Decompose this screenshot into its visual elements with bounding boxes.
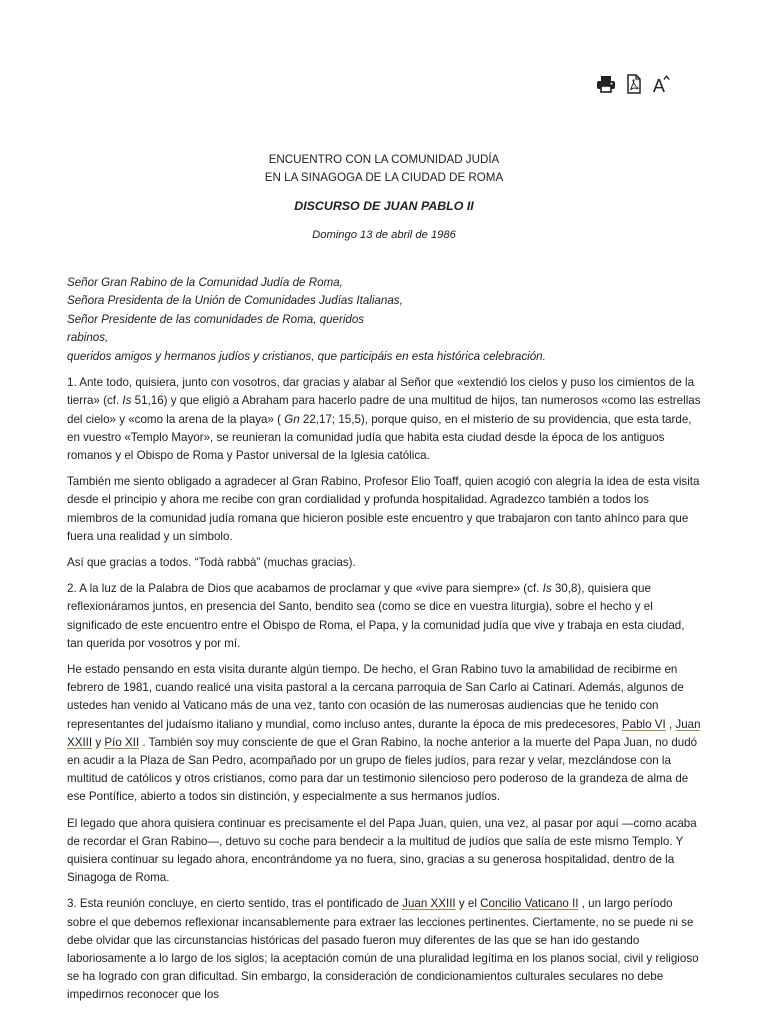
heading-line-2: EN LA SINAGOGA DE LA CIUDAD DE ROMA xyxy=(264,171,504,185)
paragraph-text: He estado pensando en esta visita durante algún tiempo. De hecho, el Gran Rabino tuvo la amabilidad de recibirme en febrero de 1981, cuando realicé una visita pastoral a la cercana parroquia de San Carlo ai Catinari. Además, algunos de ustedes han venido al Vaticano más de una vez, tanto con ocasión de las numerosas audiencias que he tenido con representantes del judaísmo italiano y mundial, como incluso antes, durante la época de mis predecesores, xyxy=(67,662,684,731)
link-pio-xii[interactable]: Pío XII xyxy=(104,735,140,749)
separator: y xyxy=(92,735,105,749)
document-body xyxy=(67,151,701,1005)
paragraph-2: También me siento obligado a agradecer al Gran Rabino, Profesor Elio Toaff, quien acogió con alegría la idea de esta visita desde el principio y ahora me recibe con gran cordialidad y profunda hospitalidad. Agradezco también a todos los miembros de la comunidad judía romana que hicieron posible este encuentro y que trabajaron con tanto ahínco para que fuera una realidad y un símbolo. xyxy=(67,475,700,543)
salutation-line: rabinos, xyxy=(67,331,109,345)
paragraph-text: . También soy muy consciente de que el Gran Rabino, la noche anterior a la muerte del Papa Juan, no dudó en acudir a la Plaza de San Pedro, acompañado por un grupo de fieles judíos, para rezar y velar, mezclándose con la multitud de católicos y otros cristianos, como para dar un testimonio silencioso pero poderoso de la grandeza de alma de ese Pontífice, abierto a todos sin distinción, y especialmente a sus hermanos judíos. xyxy=(67,735,698,804)
salutation-line: Señor Gran Rabino de la Comunidad Judía de Roma, xyxy=(67,275,343,289)
salutation xyxy=(67,274,701,367)
printer-icon[interactable] xyxy=(596,72,616,96)
salutation-line: queridos amigos y hermanos judíos y cristianos, que participáis en esta histórica celebración. xyxy=(67,349,546,363)
paragraph-text: , un largo período sobre el que debemos reflexionar incansablemente para extraer las lecciones pertinentes. Ciertamente, no se puede ni se debe olvidar que las circunstancias históricas del pasado fueron muy diferentes de las que se han ido gestando laboriosamente a lo largo de los siglos; la aceptación común de una pluralidad legítima en los planos social, civil y religioso se ha logrado con gran dificultad. Sin embargo, la consideración de condicionamientos culturales seculares no debe impedirnos reconocer que los xyxy=(67,897,699,1002)
link-pablo-vi[interactable]: Pablo VI xyxy=(621,717,666,731)
link-juan-xxiii[interactable]: Juan XXIII xyxy=(67,717,701,749)
font-size-glyph: A xyxy=(652,76,666,95)
link-juan-xxiii[interactable]: Juan XXIII xyxy=(402,897,456,911)
paragraph-text: 30,8), quisiera que reflexionáramos juntos, en presencia del Santo, bendito sea (como se dice en vuestra liturgia), sobre el hecho y el significado de este encuentro entre el Obispo de Roma, el Papa, y la comunidad judía que vive y trabaja en esta ciudad, tan querida por vosotros y por mí. xyxy=(67,582,685,650)
document-toolbar xyxy=(596,72,672,96)
paragraph-7 xyxy=(67,895,701,1004)
heading-line-1: ENCUENTRO CON LA COMUNIDAD JUDÍA xyxy=(268,153,500,166)
paragraph-6: El legado que ahora quisiera continuar es precisamente el del Papa Juan, quien, una vez, al pasar por aquí —como acaba de recordar el Gran Rabino—, detuvo su coche para bendecir a la multitud de judíos que salía de este mismo Templo. Y quisiera continuar su legado ahora, encontrándome ya no fuera, sino, gracias a su generosa hospitalidad, dentro de la Sinagoga de Roma. xyxy=(67,816,697,885)
paragraph-1 xyxy=(67,374,701,465)
salutation-line: Señora Presidenta de la Unión de Comunidades Judías Italianas, xyxy=(67,294,403,308)
font-size-icon[interactable] xyxy=(652,72,672,96)
paragraph-text: 1. Ante todo, quisiera, junto con vosotros, dar gracias y alabar al Señor que «extendió los cielos y puso los cimientos de la tierra» (cf. xyxy=(67,376,695,408)
separator: y el xyxy=(455,897,481,911)
paragraph-5 xyxy=(67,661,701,807)
bible-reference: Gn xyxy=(284,412,300,426)
paragraph-text: 3. Esta reunión concluye, en cierto sentido, tras el pontificado de xyxy=(67,897,403,911)
separator: , xyxy=(665,717,676,731)
speech-date: Domingo 13 de abril de 1986 xyxy=(312,229,456,242)
link-concilio-vaticano-ii[interactable]: Concilio Vaticano II xyxy=(480,897,579,911)
speech-title: DISCURSO DE JUAN PABLO II xyxy=(294,199,474,214)
paragraph-3: Así que gracias a todos. “Todà rabbà” (muchas gracias). xyxy=(67,555,356,569)
bible-reference: Is xyxy=(122,394,132,408)
paragraph-4 xyxy=(67,580,701,653)
paragraph-text: 22,17; 15,5), porque quiso, en el misterio de su providencia, que esta tarde, en vuestro «Templo Mayor», se reunieran la comunidad judía que habita esta ciudad desde la época de los antiguos romanos y el Obispo de Roma y Pastor universal de la Iglesia católica. xyxy=(67,412,692,462)
bible-reference: Is xyxy=(542,582,552,596)
pdf-file-icon[interactable] xyxy=(624,72,644,96)
salutation-line: Señor Presidente de las comunidades de Roma, queridos xyxy=(67,312,365,326)
paragraph-text: 2. A la luz de la Palabra de Dios que acabamos de proclamar y que «vive para siempre» (cf. xyxy=(67,582,543,596)
paragraph-text: 51,16) y que eligió a Abraham para hacerlo padre de una multitud de hijos, tan numerosos «como las estrellas del cielo» y «como la arena de la playa» ( xyxy=(67,394,701,426)
